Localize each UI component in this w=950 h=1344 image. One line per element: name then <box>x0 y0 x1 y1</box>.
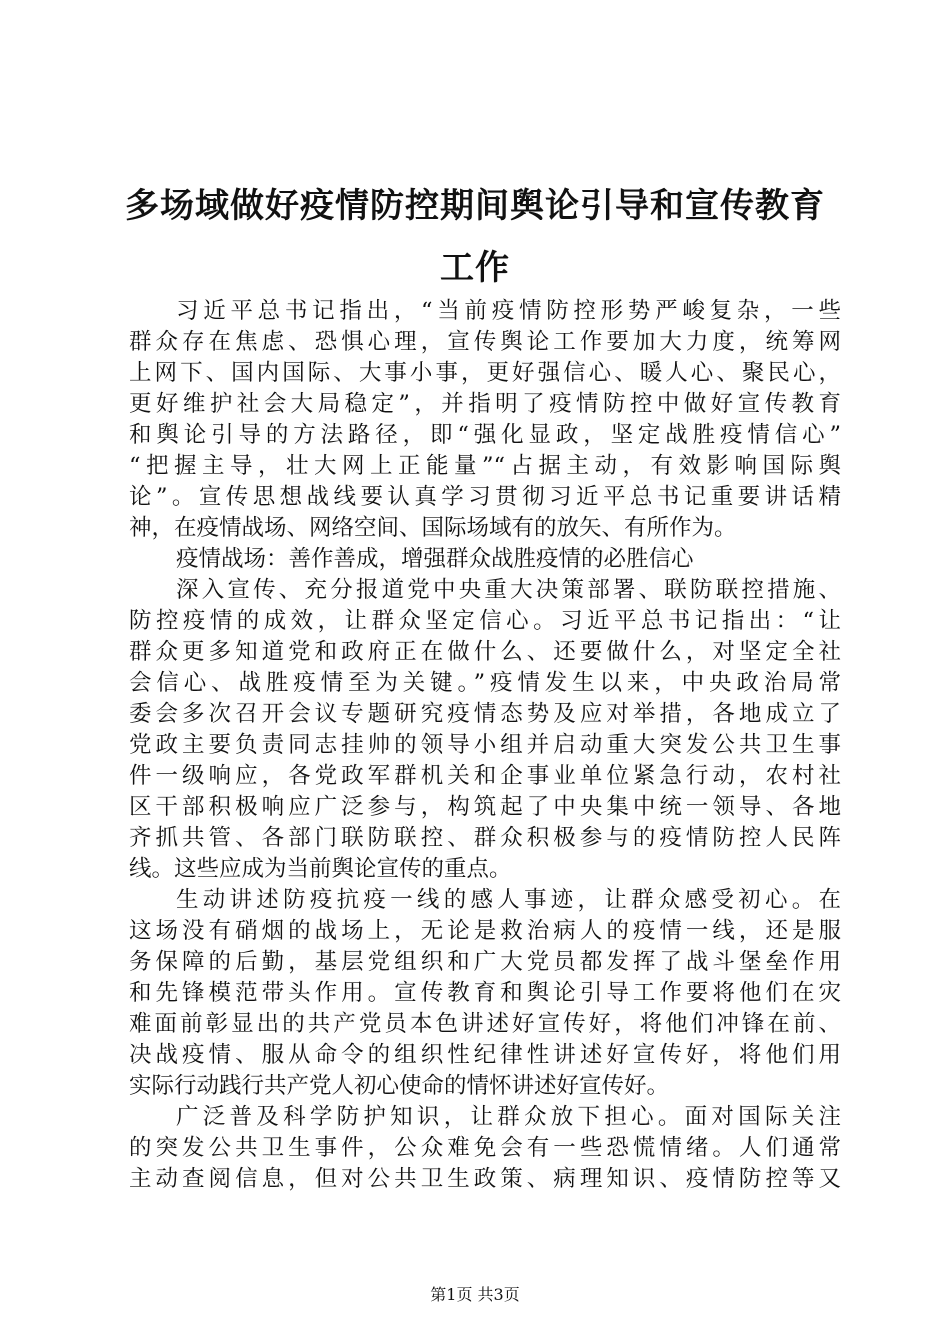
body-text-line: “把握主导，壮大网上正能量”“占据主动，有效影响国际舆 <box>129 453 841 479</box>
body-text-line: 实际行动践行共产党人初心使命的情怀讲述好宣传好。 <box>129 1073 670 1099</box>
body-text-line: 更好维护社会大局稳定”，并指明了疫情防控中做好宣传教育 <box>129 391 841 417</box>
body-text-line: 论”。宣传思想战线要认真学习贯彻习近平总书记重要讲话精 <box>129 484 841 510</box>
document-title-line-1: 多场域做好疫情防控期间舆论引导和宣传教育 <box>125 186 825 226</box>
body-text-line: 和舆论引导的方法路径，即“强化显政，坚定战胜疫情信心” <box>129 422 841 448</box>
body-text-line: 神，在疫情战场、网络空间、国际场域有的放矢、有所作为。 <box>129 515 737 541</box>
body-text-line: 的突发公共卫生事件，公众难免会有一些恐慌情绪。人们通常 <box>129 1135 841 1161</box>
body-text-line: 难面前彰显出的共产党员本色讲述好宣传好，将他们冲锋在前、 <box>129 1011 841 1037</box>
body-text-line: 件一级响应，各党政军群机关和企事业单位紧急行动，农村社 <box>129 763 841 789</box>
body-text-line: 生动讲述防疫抗疫一线的感人事迹，让群众感受初心。在 <box>176 887 841 913</box>
body-text-line: 群众存在焦虑、恐惧心理，宣传舆论工作要加大力度，统筹网 <box>129 329 841 355</box>
body-text-line: 和先锋模范带头作用。宣传教育和舆论引导工作要将他们在灾 <box>129 980 841 1006</box>
body-text-line: 上网下、国内国际、大事小事，更好强信心、暖人心、聚民心， <box>129 360 841 386</box>
body-text-line: 委会多次召开会议专题研究疫情态势及应对举措，各地成立了 <box>129 701 841 727</box>
body-text-line: 习近平总书记指出，“当前疫情防控形势严峻复杂，一些 <box>176 298 841 324</box>
page-footer: 第1页 共3页 <box>430 1285 520 1304</box>
body-text-line: 党政主要负责同志挂帅的领导小组并启动重大突发公共卫生事 <box>129 732 841 758</box>
body-text-line: 这场没有硝烟的战场上，无论是救治病人的疫情一线，还是服 <box>129 918 841 944</box>
document-body <box>129 296 841 1195</box>
body-text-line: 群众更多知道党和政府正在做什么、还要做什么，对坚定全社 <box>129 639 841 665</box>
body-text-line: 线。这些应成为当前舆论宣传的重点。 <box>129 856 512 882</box>
body-text-line: 区干部积极响应广泛参与，构筑起了中央集中统一领导、各地 <box>129 794 841 820</box>
body-text-line: 防控疫情的成效，让群众坚定信心。习近平总书记指出：“让 <box>129 608 841 634</box>
body-text-line: 疫情战场：善作善成，增强群众战胜疫情的必胜信心 <box>176 546 694 572</box>
body-text-line: 主动查阅信息，但对公共卫生政策、病理知识、疫情防控等又 <box>129 1166 841 1192</box>
body-text-line: 务保障的后勤，基层党组织和广大党员都发挥了战斗堡垒作用 <box>129 949 841 975</box>
body-text-line: 深入宣传、充分报道党中央重大决策部署、联防联控措施、 <box>176 577 841 603</box>
body-text-line: 决战疫情、服从命令的组织性纪律性讲述好宣传好，将他们用 <box>129 1042 841 1068</box>
body-text-line: 齐抓共管、各部门联防联控、群众积极参与的疫情防控人民阵 <box>129 825 841 851</box>
document-title-line-2: 工作 <box>440 248 510 288</box>
body-text-line: 广泛普及科学防护知识，让群众放下担心。面对国际关注 <box>176 1104 841 1130</box>
body-text-line: 会信心、战胜疫情至为关键。”疫情发生以来，中央政治局常 <box>129 670 841 696</box>
